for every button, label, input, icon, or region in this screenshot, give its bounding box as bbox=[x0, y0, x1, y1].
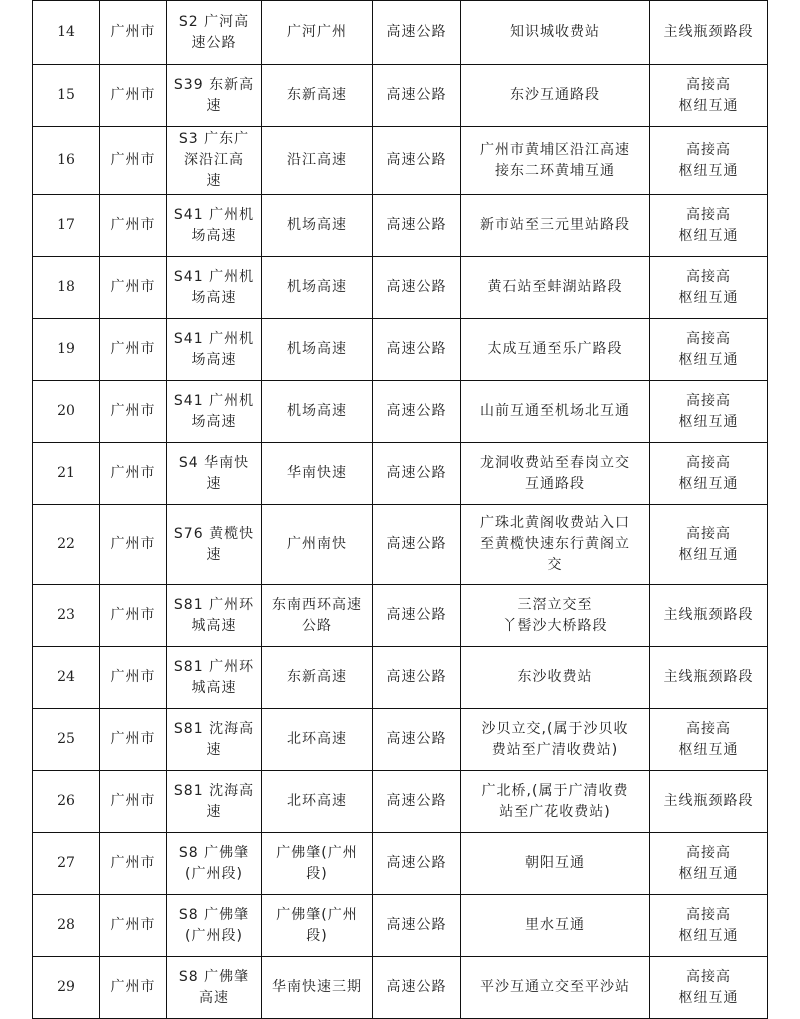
section-cell: 华南快速三期 bbox=[262, 957, 373, 1019]
location-cell: 三滘立交至 丫髻沙大桥路段 bbox=[461, 585, 650, 647]
location-cell: 朝阳互通 bbox=[461, 833, 650, 895]
row-number-cell: 15 bbox=[33, 65, 100, 127]
table-row bbox=[33, 647, 768, 709]
section-cell: 广佛肇(广州 段) bbox=[262, 833, 373, 895]
road-type-cell: 高速公路 bbox=[373, 1, 461, 65]
row-number-cell: 23 bbox=[33, 585, 100, 647]
location-cell: 知识城收费站 bbox=[461, 1, 650, 65]
road-type-cell: 高速公路 bbox=[373, 833, 461, 895]
table-row bbox=[33, 381, 768, 443]
road-type-cell: 高速公路 bbox=[373, 195, 461, 257]
row-number-cell: 26 bbox=[33, 771, 100, 833]
section-cell: 机场高速 bbox=[262, 319, 373, 381]
section-cell: 广佛肇(广州 段) bbox=[262, 895, 373, 957]
road-name-cell: S41 广州机 场高速 bbox=[167, 195, 262, 257]
road-name-cell: S81 沈海高 速 bbox=[167, 709, 262, 771]
row-number-cell: 14 bbox=[33, 1, 100, 65]
row-number-cell: 20 bbox=[33, 381, 100, 443]
row-number-cell: 22 bbox=[33, 505, 100, 585]
category-cell: 高接高 枢纽互通 bbox=[650, 833, 768, 895]
row-number-cell: 25 bbox=[33, 709, 100, 771]
category-cell: 高接高 枢纽互通 bbox=[650, 65, 768, 127]
row-number-cell: 27 bbox=[33, 833, 100, 895]
location-cell: 黄石站至蚌湖站路段 bbox=[461, 257, 650, 319]
congestion-table bbox=[32, 0, 768, 1019]
category-cell: 高接高 枢纽互通 bbox=[650, 195, 768, 257]
road-name-cell: S81 沈海高 速 bbox=[167, 771, 262, 833]
location-cell: 广州市黄埔区沿江高速 接东二环黄埔互通 bbox=[461, 127, 650, 195]
road-name-cell: S39 东新高 速 bbox=[167, 65, 262, 127]
section-cell: 东新高速 bbox=[262, 65, 373, 127]
row-number-cell: 19 bbox=[33, 319, 100, 381]
row-number-cell: 18 bbox=[33, 257, 100, 319]
table-row bbox=[33, 895, 768, 957]
road-type-cell: 高速公路 bbox=[373, 771, 461, 833]
category-cell: 主线瓶颈路段 bbox=[650, 1, 768, 65]
road-type-cell: 高速公路 bbox=[373, 257, 461, 319]
road-name-cell: S41 广州机 场高速 bbox=[167, 381, 262, 443]
row-number-cell: 29 bbox=[33, 957, 100, 1019]
category-cell: 高接高 枢纽互通 bbox=[650, 505, 768, 585]
location-cell: 太成互通至乐广路段 bbox=[461, 319, 650, 381]
row-number-cell: 17 bbox=[33, 195, 100, 257]
table-row bbox=[33, 505, 768, 585]
city-cell: 广州市 bbox=[100, 195, 167, 257]
table-row bbox=[33, 127, 768, 195]
location-cell: 沙贝立交,(属于沙贝收 费站至广清收费站) bbox=[461, 709, 650, 771]
table-body bbox=[33, 1, 768, 1019]
city-cell: 广州市 bbox=[100, 127, 167, 195]
road-type-cell: 高速公路 bbox=[373, 957, 461, 1019]
section-cell: 机场高速 bbox=[262, 381, 373, 443]
road-name-cell: S8 广佛肇 (广州段) bbox=[167, 833, 262, 895]
road-type-cell: 高速公路 bbox=[373, 505, 461, 585]
road-name-cell: S81 广州环 城高速 bbox=[167, 585, 262, 647]
road-name-cell: S81 广州环 城高速 bbox=[167, 647, 262, 709]
section-cell: 广河广州 bbox=[262, 1, 373, 65]
road-type-cell: 高速公路 bbox=[373, 65, 461, 127]
category-cell: 主线瓶颈路段 bbox=[650, 647, 768, 709]
row-number-cell: 21 bbox=[33, 443, 100, 505]
section-cell: 机场高速 bbox=[262, 195, 373, 257]
road-type-cell: 高速公路 bbox=[373, 647, 461, 709]
location-cell: 东沙互通路段 bbox=[461, 65, 650, 127]
table-row bbox=[33, 65, 768, 127]
road-name-cell: S41 广州机 场高速 bbox=[167, 257, 262, 319]
location-cell: 山前互通至机场北互通 bbox=[461, 381, 650, 443]
road-type-cell: 高速公路 bbox=[373, 895, 461, 957]
table-row bbox=[33, 257, 768, 319]
table-row bbox=[33, 585, 768, 647]
section-cell: 北环高速 bbox=[262, 771, 373, 833]
category-cell: 高接高 枢纽互通 bbox=[650, 127, 768, 195]
category-cell: 主线瓶颈路段 bbox=[650, 585, 768, 647]
row-number-cell: 24 bbox=[33, 647, 100, 709]
section-cell: 东新高速 bbox=[262, 647, 373, 709]
road-name-cell: S76 黄榄快 速 bbox=[167, 505, 262, 585]
category-cell: 主线瓶颈路段 bbox=[650, 771, 768, 833]
road-type-cell: 高速公路 bbox=[373, 319, 461, 381]
road-name-cell: S41 广州机 场高速 bbox=[167, 319, 262, 381]
table-row bbox=[33, 443, 768, 505]
road-type-cell: 高速公路 bbox=[373, 709, 461, 771]
city-cell: 广州市 bbox=[100, 257, 167, 319]
road-type-cell: 高速公路 bbox=[373, 443, 461, 505]
table-row bbox=[33, 1, 768, 65]
road-name-cell: S8 广佛肇 (广州段) bbox=[167, 895, 262, 957]
location-cell: 广珠北黄阁收费站入口 至黄榄快速东行黄阁立 交 bbox=[461, 505, 650, 585]
section-cell: 机场高速 bbox=[262, 257, 373, 319]
city-cell: 广州市 bbox=[100, 895, 167, 957]
city-cell: 广州市 bbox=[100, 957, 167, 1019]
table-row bbox=[33, 833, 768, 895]
category-cell: 高接高 枢纽互通 bbox=[650, 957, 768, 1019]
road-name-cell: S3 广东广 深沿江高 速 bbox=[167, 127, 262, 195]
road-name-cell: S2 广河高 速公路 bbox=[167, 1, 262, 65]
city-cell: 广州市 bbox=[100, 319, 167, 381]
category-cell: 高接高 枢纽互通 bbox=[650, 895, 768, 957]
city-cell: 广州市 bbox=[100, 771, 167, 833]
location-cell: 东沙收费站 bbox=[461, 647, 650, 709]
city-cell: 广州市 bbox=[100, 1, 167, 65]
row-number-cell: 28 bbox=[33, 895, 100, 957]
category-cell: 高接高 枢纽互通 bbox=[650, 319, 768, 381]
location-cell: 新市站至三元里站路段 bbox=[461, 195, 650, 257]
category-cell: 高接高 枢纽互通 bbox=[650, 709, 768, 771]
location-cell: 龙洞收费站至春岗立交 互通路段 bbox=[461, 443, 650, 505]
section-cell: 广州南快 bbox=[262, 505, 373, 585]
city-cell: 广州市 bbox=[100, 65, 167, 127]
section-cell: 华南快速 bbox=[262, 443, 373, 505]
road-type-cell: 高速公路 bbox=[373, 127, 461, 195]
city-cell: 广州市 bbox=[100, 505, 167, 585]
location-cell: 里水互通 bbox=[461, 895, 650, 957]
table-row bbox=[33, 709, 768, 771]
road-type-cell: 高速公路 bbox=[373, 585, 461, 647]
city-cell: 广州市 bbox=[100, 443, 167, 505]
category-cell: 高接高 枢纽互通 bbox=[650, 381, 768, 443]
city-cell: 广州市 bbox=[100, 585, 167, 647]
table-row bbox=[33, 319, 768, 381]
location-cell: 平沙互通立交至平沙站 bbox=[461, 957, 650, 1019]
road-name-cell: S8 广佛肇 高速 bbox=[167, 957, 262, 1019]
section-cell: 沿江高速 bbox=[262, 127, 373, 195]
city-cell: 广州市 bbox=[100, 381, 167, 443]
section-cell: 北环高速 bbox=[262, 709, 373, 771]
road-name-cell: S4 华南快 速 bbox=[167, 443, 262, 505]
location-cell: 广北桥,(属于广清收费 站至广花收费站) bbox=[461, 771, 650, 833]
city-cell: 广州市 bbox=[100, 709, 167, 771]
category-cell: 高接高 枢纽互通 bbox=[650, 257, 768, 319]
city-cell: 广州市 bbox=[100, 647, 167, 709]
table-row bbox=[33, 195, 768, 257]
row-number-cell: 16 bbox=[33, 127, 100, 195]
category-cell: 高接高 枢纽互通 bbox=[650, 443, 768, 505]
table-row bbox=[33, 771, 768, 833]
section-cell: 东南西环高速 公路 bbox=[262, 585, 373, 647]
road-type-cell: 高速公路 bbox=[373, 381, 461, 443]
city-cell: 广州市 bbox=[100, 833, 167, 895]
table-row bbox=[33, 957, 768, 1019]
